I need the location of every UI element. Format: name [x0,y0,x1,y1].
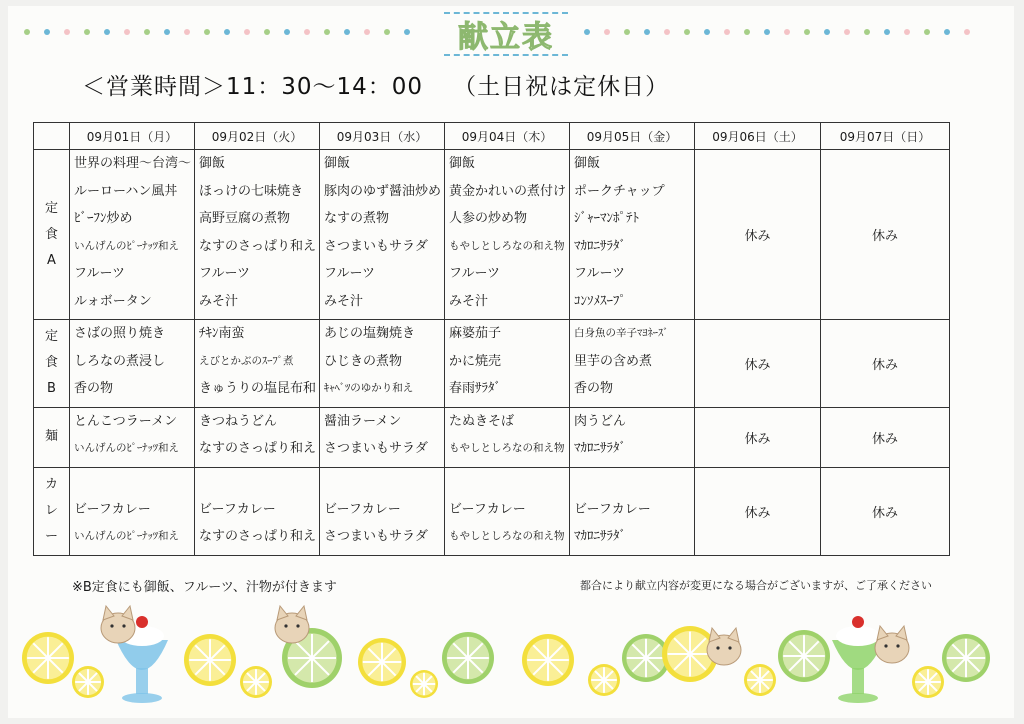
day-header: 09月02日（火） [195,123,320,150]
lemon-slice-icon [358,638,406,686]
menu-cell [70,320,195,408]
lime-slice-icon [942,634,990,682]
menu-item: 醤油ラーメン [324,413,402,429]
day-header: 09月03日（水） [320,123,445,150]
menu-item: きゅうりの塩昆布和 [199,381,317,396]
closed-note: （土日祝は定休日） [453,74,670,100]
page-title: 献立表 [458,20,554,55]
decorative-dot [104,29,110,35]
menu-item: 高野豆腐の煮物 [199,211,291,226]
decorative-dot [244,29,250,35]
day-header: 09月04日（木） [445,123,570,150]
menu-item: ルーローハン風丼 [74,183,178,199]
category-char: A [47,252,56,268]
decorative-dots-left [24,22,410,42]
decorative-dot [164,29,170,35]
decorative-dot [684,29,690,35]
holiday-cell: 休み [821,407,950,467]
decorative-dot [804,29,810,35]
menu-item: ビーフカレー [574,501,651,517]
decorative-dot [664,29,670,35]
menu-cell [570,320,695,408]
lime-slice-icon [778,630,830,682]
category-char: レ [44,503,58,518]
decorative-dot [204,29,210,35]
category-char: ー [44,529,58,544]
holiday-cell: 休み [695,320,821,408]
day-header: 09月01日（月） [70,123,195,150]
menu-item: いんげんのﾋﾟｰﾅｯﾂ和え [74,239,179,252]
menu-item: あじの塩麹焼き [324,326,416,341]
menu-item: ビーフカレー [449,501,526,517]
decorative-dots-right [584,22,970,42]
menu-item: ビーフカレー [324,501,401,517]
category-char: 定 [44,329,58,345]
menu-item: ﾏｶﾛﾆｻﾗﾀﾞ [574,441,626,456]
menu-cell [320,150,445,320]
citrus-decoration [0,600,1024,710]
category-char: B [47,381,56,397]
menu-item: ポークチャップ [574,183,665,199]
menu-item: ｷｬﾍﾞﾂのゆかり和え [324,382,414,394]
menu-item: ﾏｶﾛﾆｻﾗﾀﾞ [574,238,626,254]
menu-item: いんげんのﾋﾟｰﾅｯﾂ和え [74,442,179,454]
menu-cell [70,150,195,320]
menu-cell [70,467,195,555]
decorative-dot [824,29,830,35]
menu-cell [70,407,195,467]
menu-item: さばの照り焼き [74,326,166,341]
menu-row-teishoku-a [34,150,950,320]
menu-item: ｼﾞｬｰﾏﾝﾎﾟﾃﾄ [574,211,639,226]
category-char: カ [44,477,58,492]
category-char: 食 [44,355,58,371]
menu-item: なすの煮物 [324,211,390,226]
holiday-cell: 休み [821,320,950,408]
menu-item: かに焼売 [449,353,502,369]
holiday-cell: 休み [695,150,821,320]
menu-item: フルーツ [449,266,500,281]
decorative-dot [184,29,190,35]
menu-item: 人参の炒め物 [449,211,528,226]
title-banner [444,12,568,56]
decorative-dot [384,29,390,35]
cat-icon [101,606,135,643]
decorative-dot [144,29,150,35]
menu-cell [570,407,695,467]
menu-cell [195,320,320,408]
decorative-dot [324,29,330,35]
decorative-dot [704,29,710,35]
cat-icon [275,606,309,643]
menu-item: 豚肉のゆず醤油炒め [324,183,442,199]
decorative-dot [844,29,850,35]
menu-cell [570,467,695,555]
lemon-slice-icon [588,664,620,696]
menu-item: 黄金かれいの煮付け [449,183,567,199]
footnote-right: 都合により献立内容が変更になる場合がございますが、ご了承ください [580,579,932,592]
decorative-dot [624,29,630,35]
menu-item: ビーフカレー [199,501,276,517]
menu-item: もやしとしろなの和え物 [449,239,565,252]
lemon-slice-icon [410,670,438,698]
menu-item: 香の物 [574,381,614,396]
menu-cell [445,150,570,320]
lemon-slice-icon [184,634,236,686]
menu-item: 肉うどん [574,413,627,429]
category-char: 食 [44,226,58,242]
menu-item: みそ汁 [199,293,239,309]
menu-cell [320,467,445,555]
menu-item: なすのさっぱり和え [199,238,317,254]
decorative-dot [644,29,650,35]
menu-cell [195,407,320,467]
business-hours [82,68,669,101]
category-label [34,150,70,320]
decorative-dot [404,29,410,35]
holiday-cell: 休み [821,150,950,320]
decorative-dot [964,29,970,35]
menu-item: フルーツ [574,266,625,281]
lemon-slice-icon [744,664,776,696]
holiday-cell: 休み [821,467,950,555]
menu-item: ﾋﾞｰﾌﾝ炒め [74,211,133,226]
menu-item: ほっけの七味焼き [199,183,304,199]
menu-row-curry [34,467,950,555]
decorative-dot [784,29,790,35]
menu-cell [445,467,570,555]
menu-row-men [34,407,950,467]
menu-item: ｺﾝｿﾒｽｰﾌﾟ [574,293,626,309]
menu-cell [320,320,445,408]
menu-item: フルーツ [74,266,125,281]
menu-item: なすのさっぱり和え [199,529,317,544]
menu-cell [445,320,570,408]
lemon-slice-icon [72,666,104,698]
menu-cell [320,407,445,467]
decorative-dot [944,29,950,35]
decorative-dot [364,29,370,35]
menu-table [33,122,950,556]
decorative-dot [584,29,590,35]
decorative-dot [904,29,910,35]
decorative-dot [604,29,610,35]
decorative-dot [64,29,70,35]
lemon-slice-icon [522,634,574,686]
decorative-dot [764,29,770,35]
menu-item: 御飯 [449,156,476,171]
decorative-dot [284,29,290,35]
menu-item: フルーツ [324,266,375,281]
decorative-dot [864,29,870,35]
menu-item: ﾁｷﾝ南蛮 [199,326,245,341]
cat-icon [875,626,909,663]
menu-item: みそ汁 [324,293,364,309]
menu-item: 春雨ｻﾗﾀﾞ [449,381,502,396]
lemon-slice-icon [912,666,944,698]
decorative-dot [124,29,130,35]
decorative-dot [724,29,730,35]
menu-item: とんこつラーメン [74,413,178,429]
menu-cell [195,150,320,320]
menu-item: さつまいもサラダ [324,238,428,254]
lemon-slice-icon [22,632,74,684]
menu-item: ビーフカレー [74,501,151,517]
holiday-cell: 休み [695,407,821,467]
category-label [34,407,70,467]
menu-item: 里芋の含め煮 [574,353,653,369]
menu-item: なすのさっぱり和え [199,441,317,456]
menu-item: もやしとしろなの和え物 [449,530,565,542]
decorative-dot [304,29,310,35]
corner-cell [34,123,70,150]
day-header: 09月05日（金） [570,123,695,150]
cat-icon [707,628,741,665]
decorative-dot [224,29,230,35]
menu-item: フルーツ [199,266,250,281]
menu-item: 世界の料理～台湾～ [74,156,192,171]
decorative-dot [44,29,50,35]
menu-item: きつねうどん [199,413,278,429]
hours-text: ＜営業時間＞11：30～14：00 [82,74,424,100]
footnote-left: ※B定食にも御飯、フルーツ、汁物が付きます [72,580,337,595]
header-row [34,123,950,150]
category-char: 定 [44,200,58,216]
menu-item: さつまいもサラダ [324,529,428,544]
menu-item: もやしとしろなの和え物 [449,442,565,454]
day-header: 09月06日（土） [695,123,821,150]
menu-item: 麻婆茄子 [449,326,502,341]
menu-item: 白身魚の辛子ﾏﾖﾈｰｽﾞ [574,327,669,339]
menu-item: 御飯 [324,156,351,171]
decorative-dot [344,29,350,35]
menu-item: 御飯 [574,156,601,171]
menu-item: さつまいもサラダ [324,441,428,456]
soda-float-icon [832,616,884,703]
holiday-cell: 休み [695,467,821,555]
category-char: 麺 [44,429,58,444]
lime-slice-icon [442,632,494,684]
decorative-dot [924,29,930,35]
menu-item: みそ汁 [449,293,489,309]
menu-item: しろなの煮浸し [74,353,166,369]
menu-item: いんげんのﾋﾟｰﾅｯﾂ和え [74,530,179,542]
menu-item: ルォボータン [74,293,152,309]
menu-item: ひじきの煮物 [324,353,403,369]
lemon-slice-icon [240,666,272,698]
menu-row-teishoku-b [34,320,950,408]
menu-cell [445,407,570,467]
menu-item: ﾏｶﾛﾆｻﾗﾀﾞ [574,529,626,544]
menu-item: 香の物 [74,381,114,396]
menu-cell [570,150,695,320]
menu-item: たぬきそば [449,413,515,429]
day-header: 09月07日（日） [821,123,950,150]
menu-item: えびとかぶのｽｰﾌﾟ煮 [199,354,294,367]
decorative-dot [24,29,30,35]
category-label [34,320,70,408]
decorative-dot [884,29,890,35]
menu-item: 御飯 [199,156,226,171]
category-label [34,467,70,555]
decorative-dot [744,29,750,35]
menu-cell [195,467,320,555]
decorative-dot [264,29,270,35]
decorative-dot [84,29,90,35]
